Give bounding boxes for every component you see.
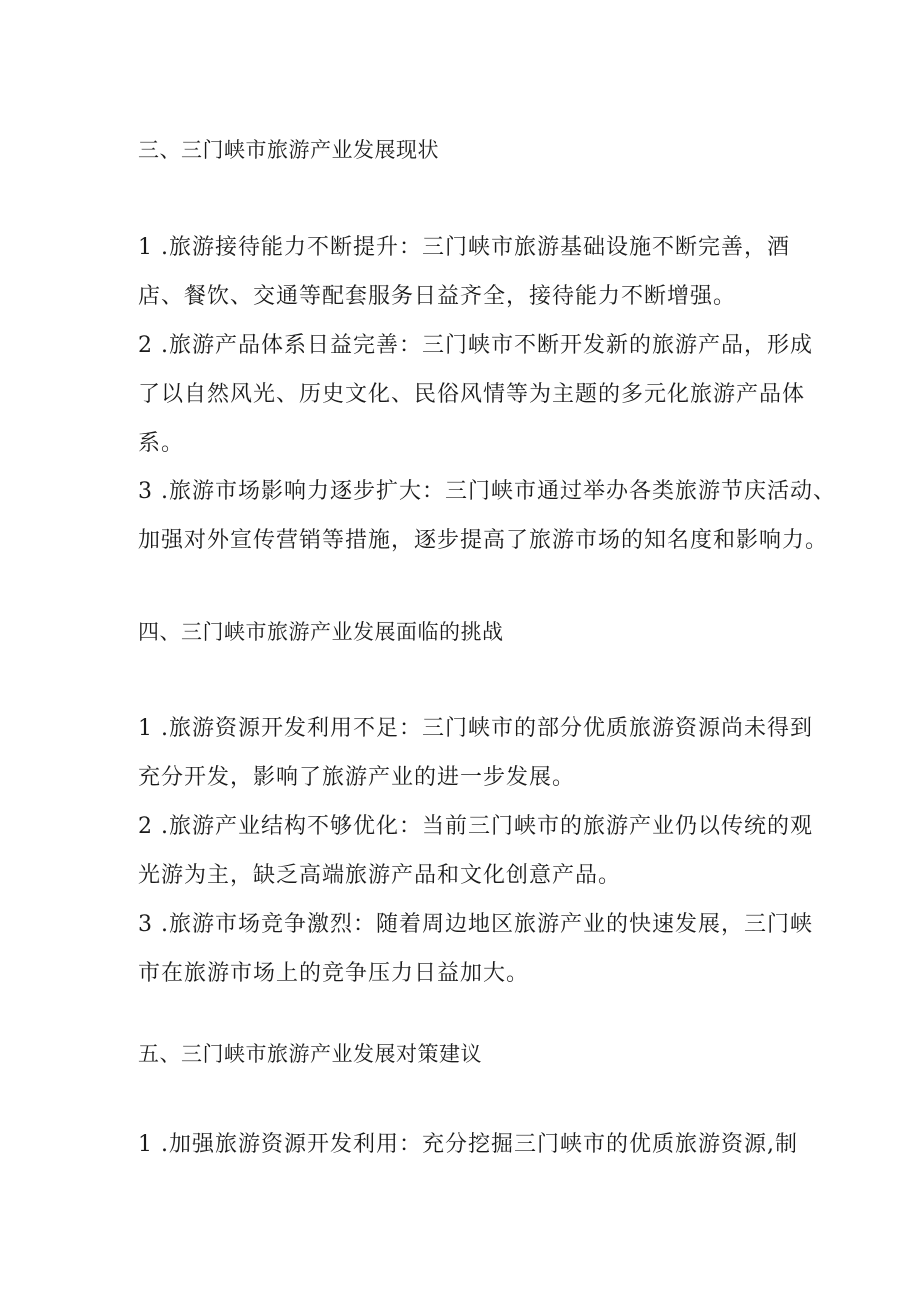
paragraph-line: 2 .旅游产品体系日益完善：三门峡市不断开发新的旅游产品，形成 bbox=[138, 333, 813, 358]
paragraph-line: 光游为主，缺乏高端旅游产品和文化创意产品。 bbox=[138, 863, 622, 888]
list-item bbox=[138, 900, 813, 998]
paragraph-line: 3 .旅游市场竞争激烈：随着周边地区旅游产业的快速发展，三门峡 bbox=[138, 912, 813, 937]
paragraph-line: 1 .旅游资源开发利用不足：三门峡市的部分优质旅游资源尚未得到 bbox=[138, 716, 813, 741]
list-item bbox=[138, 223, 798, 321]
paragraph-line: 充分开发，影响了旅游产业的进一步发展。 bbox=[138, 765, 576, 790]
list-item bbox=[138, 467, 836, 565]
list-item bbox=[138, 1120, 798, 1169]
paragraph-line: 系。 bbox=[138, 431, 185, 456]
list-item bbox=[138, 321, 813, 468]
list-item bbox=[138, 704, 813, 802]
section-heading: 三、三门峡市旅游产业发展现状 bbox=[138, 138, 439, 162]
paragraph-line: 3 .旅游市场影响力逐步扩大：三门峡市通过举办各类旅游节庆活动、 bbox=[138, 479, 836, 504]
paragraph-line: 2 .旅游产业结构不够优化：当前三门峡市的旅游产业仍以传统的观 bbox=[138, 814, 813, 839]
paragraph-line: 1 .旅游接待能力不断提升：三门峡市旅游基础设施不断完善，酒 bbox=[138, 235, 790, 260]
section-heading: 四、三门峡市旅游产业发展面临的挑战 bbox=[138, 620, 504, 644]
section-heading: 五、三门峡市旅游产业发展对策建议 bbox=[138, 1042, 482, 1066]
paragraph-line: 加强对外宣传营销等措施，逐步提高了旅游市场的知名度和影响力。 bbox=[138, 528, 829, 553]
paragraph-line: 了以自然风光、历史文化、民俗风情等为主题的多元化旅游产品体 bbox=[138, 382, 806, 407]
list-item bbox=[138, 802, 813, 900]
paragraph-line: 店、餐饮、交通等配套服务日益齐全，接待能力不断增强。 bbox=[138, 284, 737, 309]
paragraph-line: 市在旅游市场上的竞争压力日益加大。 bbox=[138, 961, 530, 986]
paragraph-line: 1 .加强旅游资源开发利用：充分挖掘三门峡市的优质旅游资源,制 bbox=[138, 1132, 798, 1157]
